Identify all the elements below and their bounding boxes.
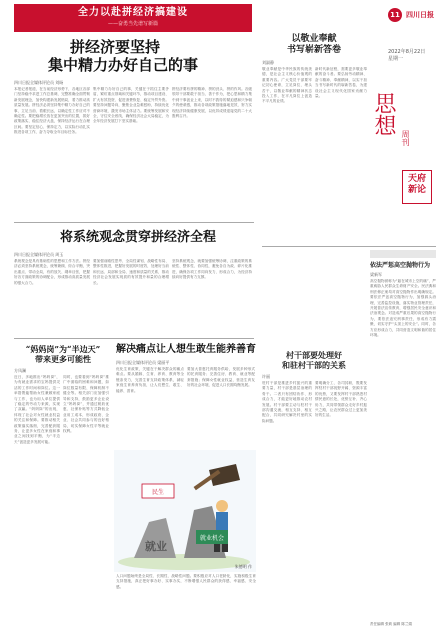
- cartoon-label: 就业机会: [199, 535, 225, 542]
- divider: [262, 246, 436, 247]
- article6-title: 依法严惩高空抛物行为: [370, 262, 431, 269]
- article3-title-line2: 带来更多可能性: [35, 354, 91, 364]
- article7-byline: 许丽: [262, 374, 270, 379]
- article2-byline: 四川日报全媒体评论员 周玉: [14, 252, 64, 257]
- masthead: [370, 4, 436, 68]
- article7-title: [262, 350, 366, 370]
- issue-weekday: 星期一: [388, 56, 404, 62]
- article5-title-line2: 书写崭新答卷: [286, 45, 341, 55]
- issue-date: 2022年8月22日: [388, 49, 426, 55]
- article4-body-col3: 人口问题始终是全局性、长期性、战略性问题。要积极应对人口老龄化，实施积极生育支持措施，真正把好事办好、实事办实，不断增强人民群众的获得感、幸福感、安全感。: [116, 574, 256, 589]
- article5-title-line1: 以敬业奉献: [291, 34, 337, 44]
- column-header-band: [370, 250, 436, 258]
- article1-title: [48, 38, 230, 74]
- top-banner: [14, 4, 252, 32]
- article7-body-col1: 驻村干部是推进乡村振兴的重要力量，村干部是基层治理的骨干。二者只有团结协作、形成合力，才能更好地推动农村发展。村干部要主动与驻村干部沟通交流，相互支持、相互配合，共同研究解决村里的实际问题。: [262, 381, 312, 423]
- divider: [14, 222, 254, 223]
- section-subtitle: 周刊: [401, 130, 410, 146]
- article2-body-col2: 要加强前瞻性思考、全局性谋划、战略性布局、整体性推进，把握好发展的时度效，处理好当前和长远、局部和全局、速度和质量的关系，推动经济社会发展实现质的有效提升和量的合理增长。: [93, 259, 169, 285]
- paper-name: 四川日报: [406, 10, 434, 19]
- column-badge: 天府新论: [402, 170, 432, 204]
- article4-title: 解决痛点让人想生敢生能养善育: [116, 344, 256, 355]
- article2-title: 将系统观念贯穿拼经济全程: [59, 230, 216, 245]
- article3-title: [18, 344, 108, 364]
- article5-title: [262, 34, 366, 56]
- article1-title-line2: 集中精力办好自己的事: [48, 56, 199, 74]
- article1-title-line1: 拼经济要坚持: [70, 38, 161, 56]
- article6-byline: 梁新军: [370, 272, 382, 277]
- article3-body-col1: 近日，多地推出“妈妈岗”，为有就业需求的宝妈提供灵活的工作时间和岗位。这一举措既能帮助女性兼顾家庭与工作，也为用人单位提供了稳定的劳动力来源，实现了双赢。“妈妈岗”的出现，体现了社会对女性就业权益的关注和保障。要推动相关政策落实落细，完善配套服务，让更多女性在家庭和事业之间找到平衡，为“半边天”创造更多发展可能。: [14, 375, 60, 444]
- banner-subtitle: ——奋勇当先谱写新篇: [107, 21, 158, 27]
- divider: [14, 338, 254, 339]
- page-number: 11: [388, 8, 402, 22]
- article1-body-col3: 拼经济要有拼的精神、拼的劲头、拼的作风。各级领导干部要敢于担当、善于作为，把心思和精力集中到干事创业上来，以时不我待的紧迫感和只争朝夕的使命感，推动各项政策措施落地见效，努力实现经济持续健康发展，以优异成绩迎接党的二十大胜利召开。: [172, 87, 252, 119]
- article4-byline: 四川日报全媒体评论员 梁丽平: [116, 360, 170, 365]
- article5-body-col2: 新时代新征程，需要更多敬业奉献的奋斗者。要弘扬劳动精神、奋斗精神、奉献精神，以实干担当书写新时代的崭新答卷，为建设社会主义现代化国家贡献力量。: [315, 67, 367, 99]
- article3-body-col2: 同时，也要看到“妈妈岗”推广中面临的困难和问题，如岗位数量有限、保障机制不健全等。相关部门应加强引导和支持，鼓励更多企业设立“妈妈岗”，并通过税收优惠、社保补贴等方式降低企业用工成本，形成政府、企业、社会共同参与的良好格局，切实保障女性平等就业权利。: [63, 375, 109, 434]
- article7-title-line2: 和驻村干部的关系: [282, 360, 346, 370]
- article5-byline: 刘淑静: [262, 60, 274, 65]
- article1-body-col1: 本报记者报道，在当前经济形势下，各地区各部门坚持稳中求进工作总基调，完整准确全面贯彻新发展理念，加快构建新发展格局，着力推动高质量发展。拼经济必须坚持集中精力办好自己的事，立足当前、着眼长远，以确定性工作应对不确定性。要把稳增长放在更加突出的位置，抓好政策落实，稳住经济大盘，保持经济运行在合理区间。要坚定信心、保持定力，以实际行动扎实推进各项工作，奋力夺取全年目标任务。: [14, 87, 90, 135]
- article7-title-line1: 村干部要处理好: [286, 350, 342, 360]
- cartoon-label: 就业: [145, 540, 167, 553]
- article5-body-col1: 敬业奉献是中华民族的传统美德，是社会主义核心价值观的重要内容。广大党员干部要牢记初心使命，立足岗位、埋头苦干，以敬业奉献的精神状态投入工作，在平凡岗位上创造不平凡的业绩。: [262, 67, 312, 104]
- article7-body-col2: 要明确分工、各司其职，既要发挥驻村干部视野开阔、资源丰富的优势，又要发挥村干部熟悉村情民意的长处，优势互补、齐心协力，共同带领群众走好乡村振兴之路，让农民群众过上更加美好的生活。: [315, 381, 367, 418]
- banner-title: 全力以赴拼经济搞建设: [78, 7, 188, 18]
- footer-editor: 责任编辑 张莉 编辑 陈兰娟: [370, 622, 412, 626]
- article6-body: 高空抛物被称为“悬在城市上空的痛”，严重威胁人民群众生命财产安全。民法典和刑法修正案均对高空抛物作出明确规定。要依法严惩高空抛物行为，加强源头治理，完善监控设施，落实物业管理责任，开展普法宣传教育，增强居民安全意识和法治观念。对造成严重后果的高空抛物行为，要依法追究刑事责任，形成有力震慑，切实守护“头顶上的安全”。同时，各方应形成合力，共同营造文明和谐的居住环境。: [370, 279, 436, 338]
- cartoon-illustration: [114, 450, 256, 572]
- article1-byline: 四川日报全媒体评论员 刘旸: [14, 80, 64, 85]
- worker-head: [216, 500, 228, 512]
- article3-byline: 方凤澜: [14, 368, 26, 373]
- article3-title-line1: “妈妈岗”为“半边天”: [25, 344, 101, 354]
- article1-body-col2: 集中精力办好自己的事，关键在于抓住主要矛盾，紧盯重点领域和关键环节，推动项目建设、扩大有效投资、促进消费恢复、稳定外贸外资。要坚持问题导向，聚焦企业急难愁盼，持续优化营商环境，激发市场主体活力。要统筹发展和安全，守住安全底线，确保经济社会大局稳定，为全年经济发展打下坚实基础。: [93, 87, 169, 124]
- article2-body-col3: 坚持系统观念，就要加强统筹协调，注重政策的系统性、整体性、协同性，避免各自为政、碎片化推进，确保各项工作同向发力、形成合力，为经济持续向好提供有力支撑。: [172, 259, 252, 280]
- article2-body-col1: 系统观念是具有基础性的思想和工作方法。拼经济必须坚持系统观念，统筹兼顾、综合平衡，突出重点、带动全局，有的放矢、纲举目张，把握好各方面政策的协调配合，形成推动高质量发展的强大合力。: [14, 259, 90, 285]
- cartoon-label: 民生: [151, 489, 165, 496]
- section-title: 思想: [371, 92, 396, 136]
- article4-body-col2: 要加大普惠托育服务供给，发展多种形式的托育服务；完善住房、教育、就业等配套措施；保障女性就业权益，营造生育友好的社会环境，促进人口长期均衡发展。: [187, 367, 255, 388]
- cartoon-author: 朱德明 作: [234, 564, 252, 569]
- article4-body-col1: 优化生育政策，关键在于解决群众的痛点难点。要从婚嫁、生育、养育、教育等全链条发力，完善生育支持政策体系，减轻家庭生育养育负担，让人们想生、敢生、能养、善育。: [116, 367, 184, 393]
